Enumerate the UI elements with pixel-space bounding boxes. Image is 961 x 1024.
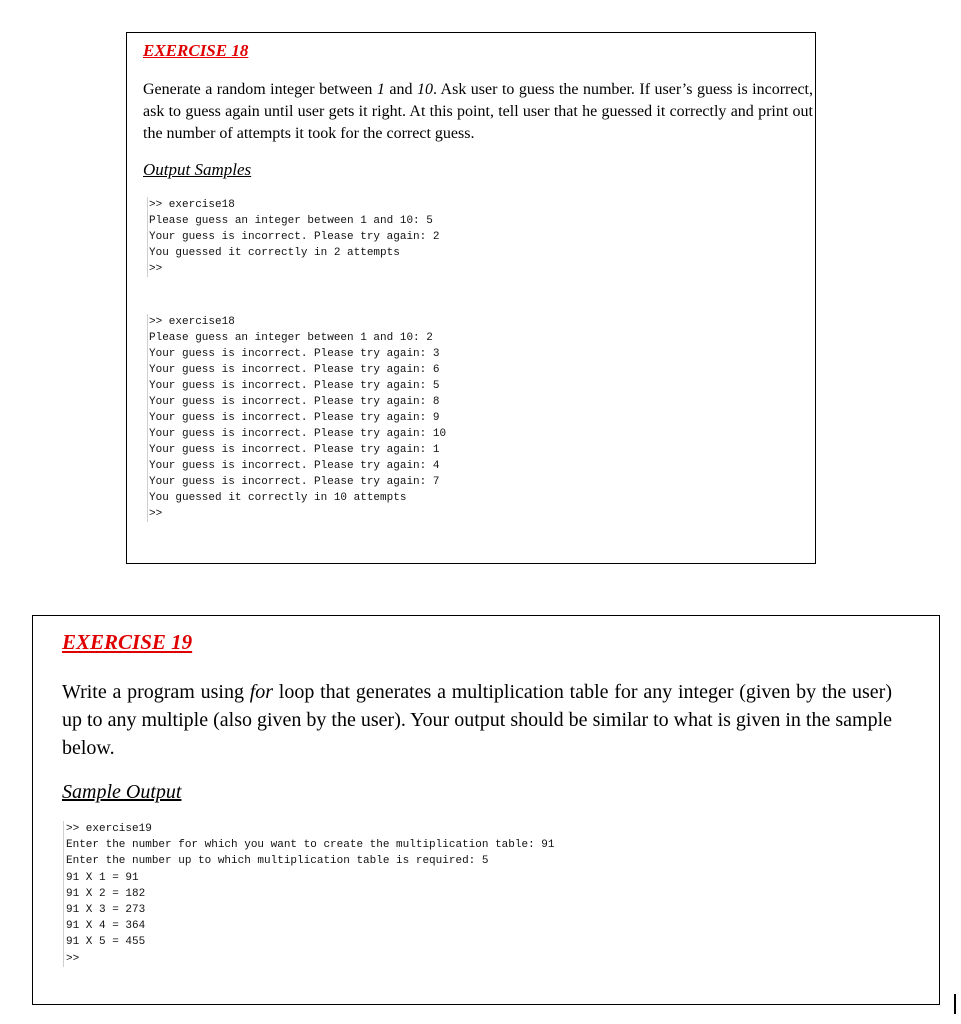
- console-line: Enter the number up to which multiplication table is required: 5: [66, 855, 489, 868]
- console-line: >> exercise18: [149, 316, 235, 328]
- desc-italic-number: 10: [416, 81, 433, 98]
- exercise-18-sample-2: [147, 314, 799, 522]
- desc-text: Write a program using: [62, 681, 250, 703]
- console-line: Please guess an integer between 1 and 10: 2: [149, 332, 433, 344]
- console-line: Your guess is incorrect. Please try again: 1: [149, 444, 440, 456]
- console-line: 91 X 1 = 91: [66, 871, 139, 884]
- exercise-19-box: [32, 615, 940, 1005]
- console-line: Your guess is incorrect. Please try again: 4: [149, 460, 440, 472]
- console-line: >>: [66, 952, 80, 965]
- console-line: Your guess is incorrect. Please try again: 10: [149, 428, 447, 440]
- exercise-18-subtitle: Output Samples: [143, 160, 252, 179]
- console-line: 91 X 4 = 364: [66, 920, 146, 933]
- desc-text: loop that generates a multiplication table for any integer (given by the user) up to any multiple (also given by the user). Your output should be similar to what is given in the sample below.: [62, 681, 892, 759]
- console-line: Your guess is incorrect. Please try again: 6: [149, 364, 440, 376]
- console-line: Your guess is incorrect. Please try again: 2: [149, 231, 440, 243]
- exercise-18-sample-1: [147, 197, 799, 277]
- exercise-18-box: [126, 32, 816, 564]
- exercise-18-title: EXERCISE 18: [143, 41, 249, 60]
- desc-text: . Ask user to guess the number. If user’s guess is incorrect, ask to guess again until user gets it right. At this point, tell user that he guessed it correctly and print out the number of attempts it took for the correct guess.: [143, 81, 814, 142]
- console-line: >>: [149, 263, 163, 275]
- console-line: 91 X 3 = 273: [66, 903, 146, 916]
- desc-italic-number: 1: [376, 81, 385, 98]
- desc-text: and: [384, 81, 417, 98]
- desc-text: Generate a random integer between: [143, 81, 377, 98]
- console-line: 91 X 2 = 182: [66, 887, 146, 900]
- desc-italic-keyword: for: [249, 681, 274, 703]
- console-line: >> exercise18: [149, 199, 235, 211]
- console-line: >>: [149, 508, 163, 520]
- console-line: Your guess is incorrect. Please try again: 7: [149, 476, 440, 488]
- exercise-18-description: [143, 79, 813, 145]
- console-line: Please guess an integer between 1 and 10: 5: [149, 215, 433, 227]
- console-line: 91 X 5 = 455: [66, 936, 146, 949]
- console-line: You guessed it correctly in 10 attempts: [149, 492, 407, 504]
- console-line: Your guess is incorrect. Please try again: 5: [149, 380, 440, 392]
- console-line: >> exercise19: [66, 823, 152, 835]
- exercise-19-title: EXERCISE 19: [62, 630, 193, 654]
- console-line: Your guess is incorrect. Please try again: 9: [149, 412, 440, 424]
- exercise-19-sample: [63, 821, 910, 967]
- exercise-19-description: [62, 678, 892, 762]
- console-line: Enter the number for which you want to create the multiplication table: 91: [66, 839, 555, 852]
- console-line: You guessed it correctly in 2 attempts: [149, 247, 400, 259]
- console-line: Your guess is incorrect. Please try again: 8: [149, 396, 440, 408]
- console-line: Your guess is incorrect. Please try again: 3: [149, 348, 440, 360]
- text-cursor: [954, 994, 956, 1014]
- exercise-19-subtitle: Sample Output: [62, 781, 182, 803]
